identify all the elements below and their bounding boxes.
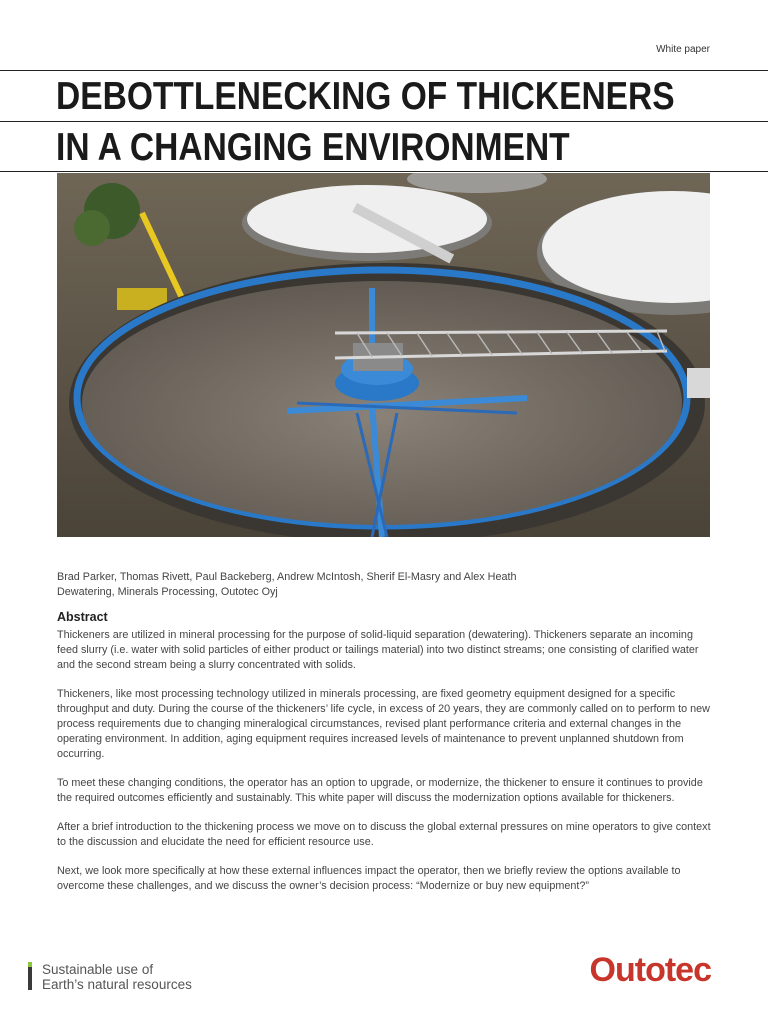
bottom-rule (0, 171, 768, 172)
outotec-logo: Outotec (589, 951, 711, 989)
sustainability-bar-icon (28, 962, 32, 990)
author-affiliation: Dewatering, Minerals Processing, Outotec Oyj (57, 585, 278, 598)
abstract-body (57, 628, 712, 908)
title-line-1: DEBOTTLENECKING OF THICKENERS (56, 75, 675, 118)
title-line-2: IN A CHANGING ENVIRONMENT (56, 126, 570, 169)
abstract-paragraph: To meet these changing conditions, the operator has an option to upgrade, or modernize, the thickener to ensure it continues to provide the required outcomes efficiently and sustainably. This white paper will discuss the modernization options available for thickeners. (57, 777, 703, 804)
thickener-photo (57, 173, 710, 537)
tagline-line-1: Sustainable use of (42, 962, 154, 977)
abstract-paragraph: Thickeners are utilized in mineral processing for the purpose of solid-liquid separation (dewatering). Thickeners separate an incoming feed slurry (i.e. water with solid particles of either product or tailings material) into two distinct streams; one consisting of clarified water and the second stream being a slurry concentrated with solids. (57, 629, 699, 671)
doc-type-label: White paper (656, 44, 710, 55)
middle-rule (0, 121, 768, 122)
authors-block (57, 570, 516, 599)
abstract-heading: Abstract (57, 610, 108, 624)
tagline-line-2: Earth’s natural resources (42, 977, 192, 992)
author-names: Brad Parker, Thomas Rivett, Paul Backeberg, Andrew McIntosh, Sherif El-Masry and Alex Heath (57, 571, 517, 583)
abstract-paragraph: After a brief introduction to the thickening process we move on to discuss the global external pressures on mine operators to give context to the discussion and elucidate the need for efficient resource use. (57, 821, 711, 848)
abstract-paragraph: Next, we look more specifically at how these external influences impact the operator, then we briefly review the options available to overcome these challenges, and we discuss the owner’s decision process: “Modernize or buy new equipment?” (57, 865, 681, 892)
top-rule (0, 70, 768, 71)
abstract-paragraph: Thickeners, like most processing technology utilized in minerals processing, are fixed geometry equipment designed for a specific throughput and duty. During the course of the thickeners’ life cycle, in excess of 20 years, they are commonly called on to perform to new process requirements due to changing mineralogical circumstances, revised plant performance criteria and external changes in the operating environment. In addition, aging equipment requires increased levels of maintenance to prevent unplanned shutdown from occurring. (57, 688, 710, 760)
footer-tagline-block (28, 962, 192, 992)
